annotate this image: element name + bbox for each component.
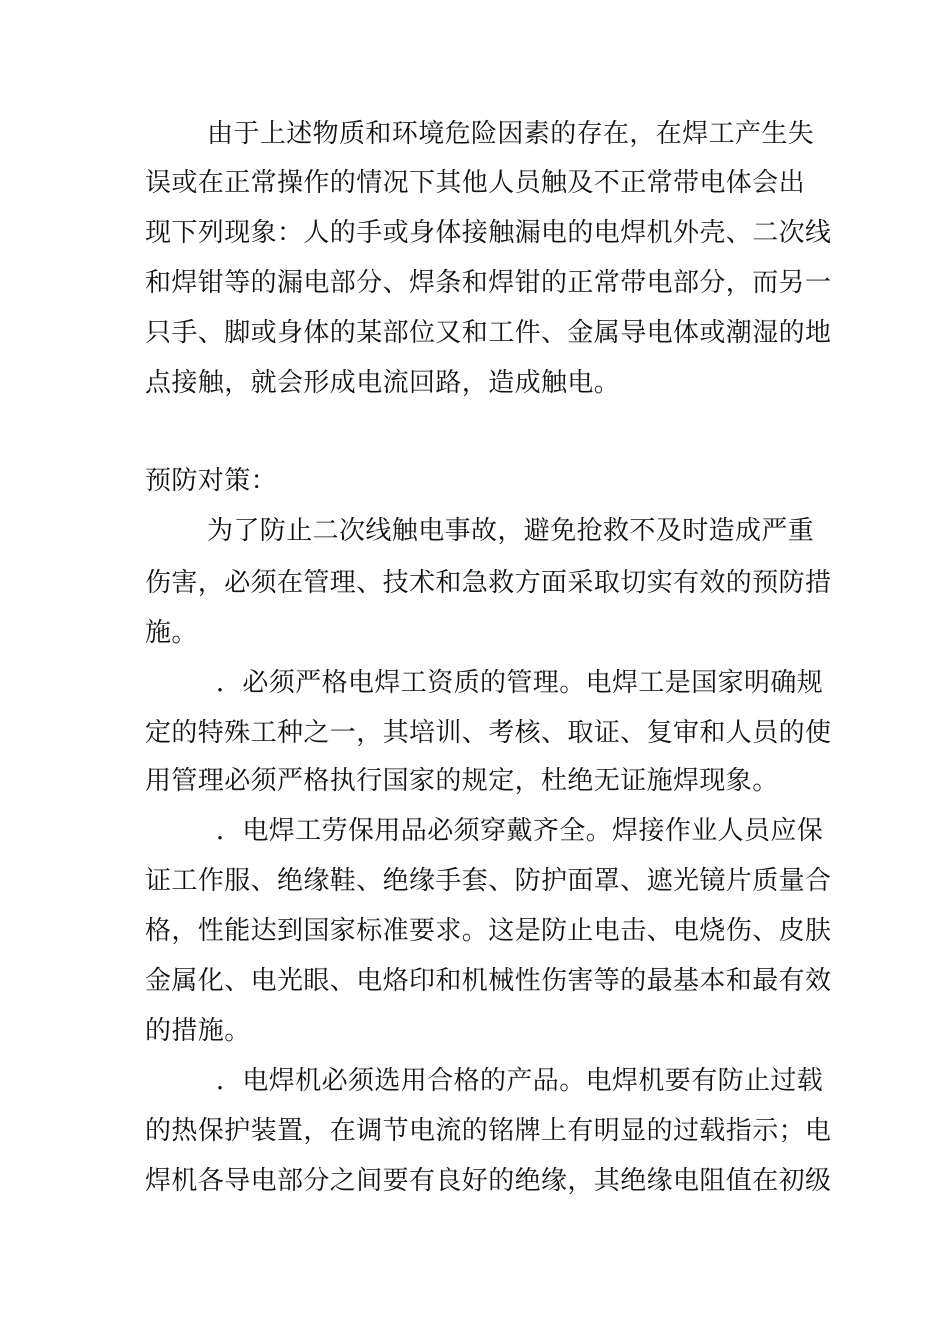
item-3-line-2: 的热保护装置，在调节电流的铭牌上有明显的过载指示；电	[145, 1116, 832, 1146]
item-3-line-3: 焊机各导电部分之间要有良好的绝缘，其绝缘电阻值在初级	[145, 1166, 832, 1196]
item-1-line-1: ．必须严格电焊工资质的管理。电焊工是国家明确规	[216, 668, 824, 698]
item-2-line-2: 证工作服、绝缘鞋、绝缘手套、防护面罩、遮光镜片质量合	[145, 866, 832, 896]
item-1-line-2: 定的特殊工种之一，其培训、考核、取证、复审和人员的使	[145, 718, 832, 748]
item-2-line-4: 金属化、电光眼、电烙印和机械性伤害等的最基本和最有效	[145, 966, 832, 996]
paragraph-intro-line-6: 点接触，就会形成电流回路，造成触电。	[145, 368, 621, 398]
item-1-line-3: 用管理必须严格执行国家的规定，杜绝无证施焊现象。	[145, 766, 779, 796]
paragraph-intro-line-2: 误或在正常操作的情况下其他人员触及不正常带电体会出	[145, 168, 806, 198]
item-2-line-1: ．电焊工劳保用品必须穿戴齐全。焊接作业人员应保	[216, 816, 824, 846]
item-2-line-5: 的措施。	[145, 1016, 251, 1046]
paragraph-intro-line-5: 只手、脚或身体的某部位又和工件、金属导电体或潮湿的地	[145, 318, 832, 348]
item-2-line-3: 格，性能达到国家标准要求。这是防止电击、电烧伤、皮肤	[145, 916, 832, 946]
paragraph-intro-line-3: 现下列现象：人的手或身体接触漏电的电焊机外壳、二次线	[145, 218, 832, 248]
paragraph-purpose-line-1: 为了防止二次线触电事故，避免抢救不及时造成严重	[207, 516, 815, 546]
paragraph-purpose-line-2: 伤害，必须在管理、技术和急救方面采取切实有效的预防措	[145, 568, 832, 598]
section-heading: 预防对策：	[145, 466, 278, 496]
paragraph-purpose-line-3: 施。	[145, 618, 198, 648]
paragraph-intro-line-4: 和焊钳等的漏电部分、焊条和焊钳的正常带电部分，而另一	[145, 268, 832, 298]
paragraph-intro-line-1: 由于上述物质和环境危险因素的存在，在焊工产生失	[207, 119, 815, 149]
item-3-line-1: ．电焊机必须选用合格的产品。电焊机要有防止过载	[216, 1066, 824, 1096]
